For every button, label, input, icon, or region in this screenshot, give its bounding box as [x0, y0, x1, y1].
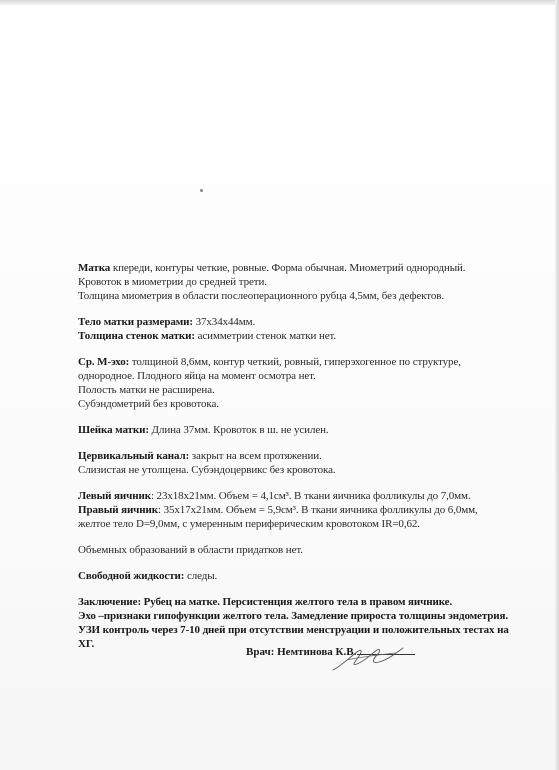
uterus-line-3: Толщина миометрия в области послеоперационного рубца 4,5мм, без дефектов.	[78, 290, 444, 302]
conclusion-line-3: УЗИ контроль через 7-10 дней при отсутствии менструации и положительных тестах на	[78, 624, 509, 636]
cervix-line: Шейка матки: Длина 37мм. Кровоток в ш. не усилен.	[78, 424, 329, 436]
right-ovary-line: Правый яичник: 35х17х21мм. Объем = 5,9см³. В ткани яичника фолликулы до 6,0мм,	[78, 504, 478, 516]
ultrasound-report	[78, 261, 538, 651]
left-ovary-line: Левый яичник: 23х18х21мм. Объем = 4,1см³. В ткани яичника фолликулы до 7,0мм.	[78, 490, 471, 502]
conclusion-line-1: Заключение: Рубец на матке. Персистенция желтого тела в правом яичнике.	[78, 596, 453, 608]
cervical-canal-line-1: Цервикальный канал: закрыт на всем протяжении.	[78, 450, 322, 462]
scan-speck	[200, 189, 203, 192]
doctor-label: Врач: Немтинова К.В.	[246, 646, 357, 658]
adnexa-line: Объемных образований в области придатков нет.	[78, 544, 303, 556]
m-echo-line-3: Полость матки не расширена.	[78, 384, 215, 396]
corpus-luteum-line: желтое тело D=9,0мм, с умеренным периферическим кровотоком IR=0,62.	[78, 518, 420, 530]
m-echo-line-2: однородное. Плодного яйца на момент осмотра нет.	[78, 370, 316, 382]
m-echo-line-4: Субэндометрий без кровотока.	[78, 398, 219, 410]
uterus-wall-line: Толщина стенок матки: асимметрии стенок матки нет.	[78, 330, 337, 342]
cervical-canal-line-2: Слизистая не утолщена. Субэндоцервикс без кровотока.	[78, 464, 336, 476]
uterus-size-line: Тело матки размерами: 37х34х44мм.	[78, 316, 256, 328]
m-echo-line-1: Ср. М-эхо: толщиной 8,6мм, контур четкий, ровный, гиперэхогенное по структуре,	[78, 356, 461, 368]
scan-edge-right	[555, 0, 559, 770]
conclusion-line-4: ХГ.	[78, 638, 95, 650]
conclusion-line-2: Эхо –признаки гипофункции желтого тела. Замедление прироста толщины эндометрия.	[78, 610, 509, 622]
uterus-line-1: Матка кпереди, контуры четкие, ровные. Форма обычная. Миометрий однородный.	[78, 262, 466, 274]
handwritten-signature	[327, 640, 407, 676]
uterus-line-2: Кровоток в миометрии до средней трети.	[78, 276, 267, 288]
scan-edge-top	[0, 0, 559, 5]
free-fluid-line: Свободной жидкости: следы.	[78, 570, 218, 582]
